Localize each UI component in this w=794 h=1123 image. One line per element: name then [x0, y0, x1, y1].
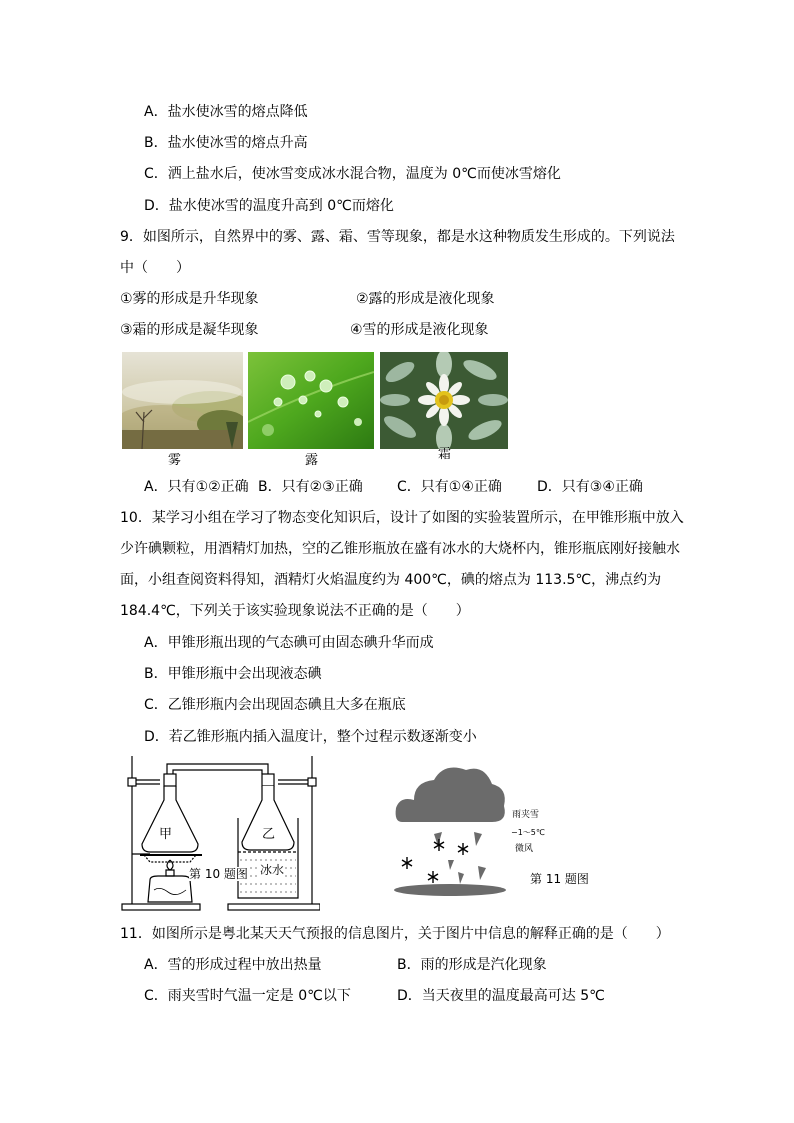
q9-statement-2: ②露的形成是液化现象: [356, 291, 495, 307]
q10-apparatus-figure: [120, 752, 320, 914]
q11-option-d: D．当天夜里的温度最高可达 5℃: [397, 988, 605, 1004]
q10-option-b: B．甲锥形瓶中会出现液态碘: [144, 666, 322, 682]
q10-figure-caption: 第 10 题图: [189, 867, 248, 881]
q9-stem-line2: 中（ ）: [120, 260, 190, 276]
q8-option-c: C．洒上盐水后，使冰雪变成冰水混合物，温度为 0℃而使冰雪熔化: [144, 166, 561, 182]
weather-wind: 微风: [515, 844, 534, 854]
q9-statement-3: ③霜的形成是凝华现象: [120, 322, 259, 338]
fog-photo: [122, 352, 243, 449]
q11-option-c: C．雨夹雪时气温一定是 0℃以下: [144, 988, 351, 1004]
q10-option-c: C．乙锥形瓶内会出现固态碘且大多在瓶底: [144, 697, 406, 713]
q11-option-b: B．雨的形成是汽化现象: [397, 957, 547, 973]
q10-stem-line3: 面，小组查阅资料得知，酒精灯火焰温度约为 400℃，碘的熔点为 113.5℃，沸点约为: [120, 572, 662, 588]
q11-option-a: A．雪的形成过程中放出热量: [144, 957, 322, 973]
fog-caption: 雾: [168, 453, 182, 468]
flask-yi-label: 乙: [262, 827, 276, 842]
q9-option-a: A．只有①②正确: [144, 479, 249, 495]
q9-option-d: D．只有③④正确: [537, 479, 643, 495]
q10-stem-line2: 少许碘颗粒，用酒精灯加热，空的乙锥形瓶放在盛有冰水的大烧杯内，锥形瓶底刚好接触水: [120, 541, 680, 557]
q9-statement-4: ④雪的形成是液化现象: [350, 322, 489, 338]
q9-statement-1: ①雾的形成是升华现象: [120, 291, 259, 307]
flask-jia-label: 甲: [159, 827, 173, 842]
q10-option-a: A．甲锥形瓶出现的气态碘可由固态碘升华而成: [144, 635, 434, 651]
q9-stem-line1: 9．如图所示，自然界中的雾、露、霜、雪等现象，都是水这种物质发生形成的。下列说法: [120, 229, 675, 245]
dew-caption: 露: [305, 453, 319, 468]
ice-water-label: 冰水: [260, 863, 285, 877]
q8-option-b: B．盐水使冰雪的熔点升高: [144, 135, 308, 151]
weather-condition: 雨夹雪: [512, 810, 540, 820]
q10-option-d: D．若乙锥形瓶内插入温度计，整个过程示数逐渐变小: [144, 729, 477, 745]
dew-photo: [248, 352, 374, 449]
weather-figure: [392, 762, 512, 902]
q11-figure-caption: 第 11 题图: [530, 872, 589, 886]
q10-stem-line4: 184.4℃，下列关于该实验现象说法不正确的是（ ）: [120, 603, 470, 619]
q8-option-a: A．盐水使冰雪的熔点降低: [144, 104, 308, 120]
frost-photo: [380, 352, 508, 449]
q9-option-b: B．只有②③正确: [258, 479, 363, 495]
q8-option-d: D．盐水使冰雪的温度升高到 0℃而熔化: [144, 198, 394, 214]
q10-stem-line1: 10．某学习小组在学习了物态变化知识后，设计了如图的实验装置所示，在甲锥形瓶中放入: [120, 510, 684, 526]
weather-temperature: −1～5℃: [511, 828, 545, 837]
q11-stem: 11．如图所示是粤北某天天气预报的信息图片，关于图片中信息的解释正确的是（ ）: [120, 926, 670, 942]
q9-option-c: C．只有①④正确: [397, 479, 502, 495]
frost-caption: 霜: [438, 447, 452, 462]
